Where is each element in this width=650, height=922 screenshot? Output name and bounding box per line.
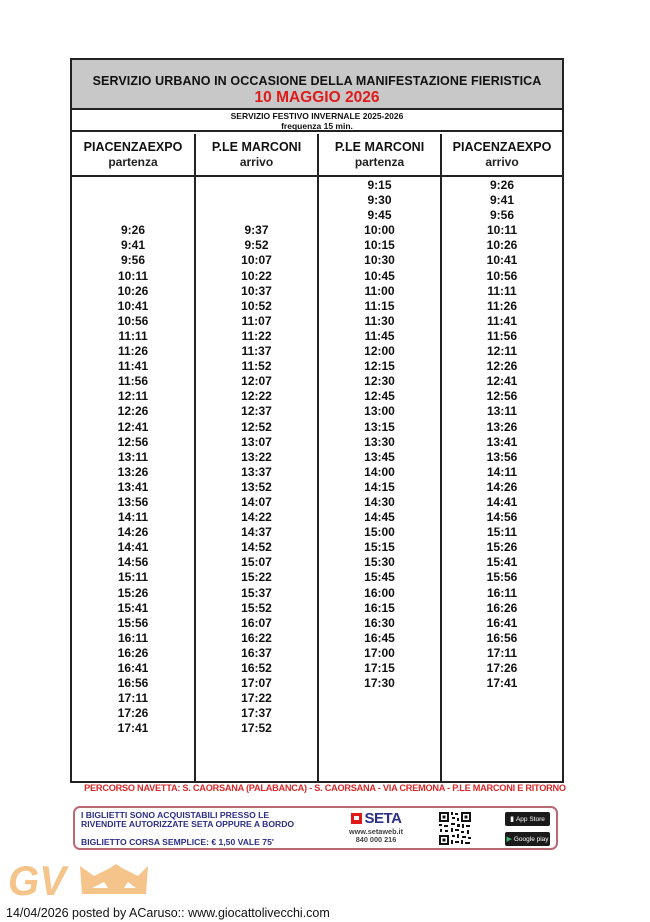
departure-time: 17:11: [486, 645, 518, 660]
departure-time: 17:00: [364, 645, 395, 660]
ticket-price: BIGLIETTO CORSA SEMPLICE: € 1,50 VALE 75': [81, 837, 274, 847]
departure-time: 17:26: [486, 661, 518, 675]
departure-time: 15:56: [117, 615, 149, 630]
departure-time: 10:37: [241, 283, 272, 298]
empty-slot: [196, 208, 317, 223]
departure-time: 13:15: [364, 419, 395, 434]
departure-time: 15:26: [486, 540, 518, 555]
departure-time: 15:11: [486, 525, 518, 540]
column-type: arrivo: [239, 155, 274, 169]
column-piacenzaexpo-arrivo: [442, 134, 562, 781]
departure-time: 14:22: [241, 510, 272, 525]
service-info: [72, 110, 562, 132]
departure-time: 13:00: [364, 404, 395, 419]
post-credit: 14/04/2026 posted by ACaruso:: www.giocattolivecchi.com: [6, 906, 330, 920]
times-list: [442, 177, 562, 691]
app-store-label: App Store: [515, 815, 545, 823]
departure-time: 16:41: [117, 661, 149, 675]
column-header: [72, 134, 194, 177]
gv-logo-icon: [8, 858, 148, 900]
ticket-line-1: I BIGLIETTI SONO ACQUISTABILI PRESSO LE: [81, 810, 270, 820]
departure-time: 15:56: [486, 570, 518, 585]
departure-time: 14:26: [117, 525, 149, 540]
departure-time: 15:07: [241, 555, 272, 570]
ticket-info-banner: [73, 806, 558, 850]
departure-time: 11:56: [486, 328, 518, 343]
ticket-line-2: RIVENDITE AUTORIZZATE SETA OPPURE A BORDO: [81, 819, 295, 829]
departure-time: 11:22: [241, 328, 272, 343]
departure-time: 10:41: [117, 298, 149, 313]
departure-time: 13:26: [486, 419, 518, 434]
departure-time: 12:30: [364, 374, 395, 389]
departure-time: 16:56: [117, 676, 149, 691]
departure-time: 15:11: [117, 570, 149, 585]
column-stop: P.LE MARCONI: [334, 140, 425, 154]
page-title: SERVIZIO URBANO IN OCCASIONE DELLA MANIFESTAZIONE FIERISTICA: [92, 74, 542, 88]
route-description: PERCORSO NAVETTA: S. CAORSANA (PALABANCA) - S. CAORSANA - VIA CREMONA - P.LE MARCONI E RITORNO: [84, 783, 566, 793]
departure-time: 16:11: [117, 630, 149, 645]
departure-time: 14:56: [486, 510, 518, 525]
departure-time: 10:15: [364, 238, 395, 253]
column-type: partenza: [108, 155, 158, 169]
departure-time: 16:00: [364, 585, 395, 600]
service-label: SERVIZIO FESTIVO INVERNALE 2025-2026: [230, 111, 404, 121]
google-play-icon: ▶: [506, 836, 512, 843]
departure-time: 10:11: [117, 268, 149, 283]
column-header: [196, 134, 317, 177]
empty-slot: [196, 178, 317, 193]
departure-time: 13:11: [486, 404, 518, 419]
apple-icon: ▮: [510, 816, 514, 823]
seta-name: SETA: [364, 810, 402, 827]
departure-time: 17:22: [241, 691, 272, 706]
departure-time: 16:26: [117, 645, 149, 660]
departure-time: 9:26: [489, 178, 515, 192]
column-stop: PIACENZAEXPO: [452, 140, 552, 154]
departure-time: 16:45: [364, 630, 395, 645]
column-piacenzaexpo-partenza: [72, 134, 196, 781]
departure-time: 16:37: [241, 645, 272, 660]
departure-time: 10:26: [486, 238, 518, 253]
departure-time: 17:41: [486, 676, 518, 691]
departure-time: 17:15: [364, 661, 395, 675]
departure-time: 14:30: [364, 494, 395, 509]
departure-time: 14:56: [117, 555, 149, 570]
column-header: [442, 134, 562, 177]
departure-time: 9:41: [489, 193, 515, 208]
departure-time: 9:15: [367, 178, 392, 192]
seta-phone: 840 000 216: [355, 835, 397, 844]
departure-time: 17:41: [117, 721, 149, 736]
svg-text:GV: GV: [8, 858, 69, 900]
departure-time: 14:07: [241, 494, 272, 509]
departure-time: 15:15: [364, 540, 395, 555]
departure-time: 11:26: [117, 344, 149, 359]
departure-time: 13:26: [117, 464, 149, 479]
departure-time: 12:52: [241, 419, 272, 434]
departure-time: 15:37: [241, 585, 272, 600]
departure-time: 13:41: [117, 479, 149, 494]
departure-time: 10:45: [364, 268, 395, 283]
times-list: [196, 177, 317, 736]
departure-time: 10:22: [241, 268, 272, 283]
departure-time: 11:37: [241, 344, 272, 359]
departure-time: 11:11: [487, 283, 517, 298]
departure-time: 15:26: [117, 585, 149, 600]
departure-time: 16:22: [241, 630, 272, 645]
app-store-badge[interactable]: [505, 812, 550, 826]
departure-time: 13:11: [117, 449, 149, 464]
empty-slot: [196, 193, 317, 208]
departure-time: 9:26: [120, 223, 146, 238]
departure-time: 10:41: [486, 253, 518, 268]
departure-time: 9:56: [120, 253, 146, 268]
departure-time: 13:45: [364, 449, 395, 464]
departure-time: 14:52: [241, 540, 272, 555]
departure-time: 9:56: [489, 208, 515, 223]
departure-time: 9:30: [367, 193, 392, 208]
departure-time: 15:52: [241, 600, 272, 615]
google-play-badge[interactable]: [505, 832, 550, 846]
timetable-columns: [72, 134, 562, 781]
empty-slot: [72, 178, 194, 193]
departure-time: 11:15: [364, 298, 395, 313]
departure-time: 15:30: [364, 555, 395, 570]
departure-time: 13:52: [241, 479, 272, 494]
seta-logo: [341, 810, 411, 827]
departure-time: 11:30: [364, 313, 395, 328]
departure-time: 12:11: [117, 389, 149, 404]
departure-time: 9:52: [244, 238, 269, 253]
departure-time: 16:11: [486, 585, 518, 600]
departure-time: 17:52: [241, 721, 272, 736]
departure-time: 9:41: [120, 238, 146, 253]
column-stop: PIACENZAEXPO: [83, 140, 183, 154]
departure-time: 13:30: [364, 434, 395, 449]
departure-time: 12:41: [486, 374, 518, 389]
seta-brand: [341, 810, 411, 844]
seta-logo-icon: [351, 813, 362, 824]
departure-time: 12:07: [241, 374, 272, 389]
title-band: [72, 60, 562, 110]
departure-time: 11:26: [486, 298, 518, 313]
departure-time: 12:41: [117, 419, 149, 434]
departure-time: 14:11: [486, 464, 518, 479]
departure-time: 11:52: [241, 359, 272, 374]
departure-time: 13:41: [486, 434, 518, 449]
departure-time: 15:00: [364, 525, 395, 540]
departure-time: 11:11: [118, 328, 148, 343]
departure-time: 12:56: [117, 434, 149, 449]
departure-time: 9:37: [244, 223, 269, 238]
departure-time: 12:37: [241, 404, 272, 419]
frequency-label: frequenza 15 min.: [281, 121, 353, 131]
departure-time: 12:11: [486, 344, 518, 359]
qr-code-icon[interactable]: [438, 811, 472, 846]
departure-time: 17:07: [241, 676, 272, 691]
departure-time: 15:45: [364, 570, 395, 585]
departure-time: 12:26: [486, 359, 518, 374]
departure-time: 11:00: [364, 283, 395, 298]
column-type: arrivo: [485, 155, 519, 169]
departure-time: 16:30: [364, 615, 395, 630]
departure-time: 16:56: [486, 630, 518, 645]
departure-time: 11:41: [486, 313, 518, 328]
empty-slot: [72, 208, 194, 223]
column-header: [319, 134, 440, 177]
departure-time: 10:11: [486, 223, 518, 238]
departure-time: 9:45: [367, 208, 392, 223]
departure-time: 11:41: [117, 359, 149, 374]
departure-time: 15:41: [117, 600, 149, 615]
departure-time: 10:56: [486, 268, 518, 283]
departure-time: 11:56: [117, 374, 149, 389]
times-list: [72, 177, 194, 736]
seta-website-link[interactable]: www.setaweb.it: [348, 827, 404, 836]
column-marconi-partenza: [319, 134, 442, 781]
departure-time: 11:07: [241, 313, 272, 328]
departure-time: 14:11: [117, 510, 149, 525]
departure-time: 12:26: [117, 404, 149, 419]
departure-time: 13:56: [117, 494, 149, 509]
departure-time: 10:52: [241, 298, 272, 313]
departure-time: 14:26: [486, 479, 518, 494]
column-type: partenza: [354, 155, 405, 169]
ticket-purchase-info: [81, 811, 294, 829]
departure-time: 12:22: [241, 389, 272, 404]
departure-time: 10:30: [364, 253, 395, 268]
departure-time: 12:45: [364, 389, 395, 404]
times-list: [319, 177, 440, 691]
departure-time: 17:37: [241, 706, 272, 721]
departure-time: 15:41: [486, 555, 518, 570]
departure-time: 12:15: [364, 359, 395, 374]
event-date: 10 MAGGIO 2026: [254, 89, 380, 106]
departure-time: 14:00: [364, 464, 395, 479]
departure-time: 13:37: [241, 464, 272, 479]
departure-time: 16:26: [486, 600, 518, 615]
column-stop: P.LE MARCONI: [211, 140, 302, 154]
timetable: [70, 58, 564, 783]
departure-time: 17:30: [364, 676, 395, 691]
departure-time: 15:22: [241, 570, 272, 585]
departure-time: 17:26: [117, 706, 149, 721]
departure-time: 13:22: [241, 449, 272, 464]
empty-slot: [72, 193, 194, 208]
departure-time: 14:37: [241, 525, 272, 540]
departure-time: 14:45: [364, 510, 395, 525]
departure-time: 13:56: [486, 449, 518, 464]
departure-time: 10:56: [117, 313, 149, 328]
departure-time: 14:41: [117, 540, 149, 555]
departure-time: 12:00: [364, 344, 395, 359]
google-play-label: Google play: [513, 835, 549, 843]
departure-time: 12:56: [486, 389, 518, 404]
departure-time: 10:00: [364, 223, 395, 238]
departure-time: 10:26: [117, 283, 149, 298]
column-marconi-arrivo: [196, 134, 319, 781]
departure-time: 10:07: [241, 253, 272, 268]
departure-time: 16:41: [486, 615, 518, 630]
departure-time: 14:15: [364, 479, 395, 494]
departure-time: 11:45: [364, 328, 395, 343]
departure-time: 16:15: [364, 600, 395, 615]
departure-time: 16:52: [241, 661, 272, 675]
departure-time: 16:07: [241, 615, 272, 630]
departure-time: 13:07: [241, 434, 272, 449]
departure-time: 14:41: [486, 494, 518, 509]
departure-time: 17:11: [117, 691, 149, 706]
